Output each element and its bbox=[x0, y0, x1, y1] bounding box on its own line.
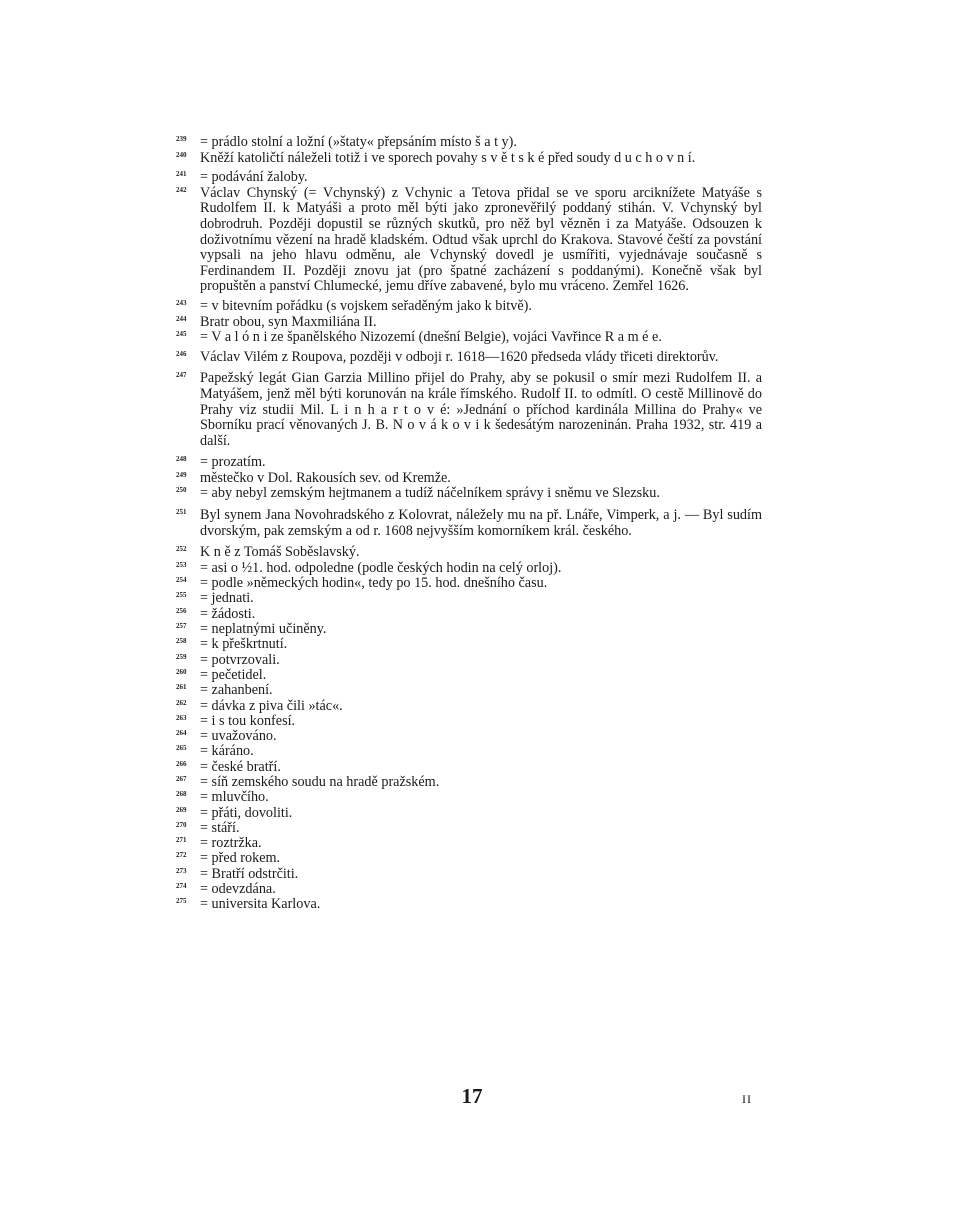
footnote bbox=[176, 851, 762, 866]
footnote-text: Papežský legát Gian Garzia Millino přijel do Prahy, aby se pokusil o smír mezi Rudolfem II. a Matyášem, jenž měl býti korunován na krále římského. Rudolf II. to odmítl. O cestě Millinově do Prahy viz studii Mil. L i n h a r t o v é: »Jednání o příchod kardinála Millina do Prahy« ve Sborníku prací věnovaných J. B. N o v á k o v i k šedesátým narozeninán. Praha 1932, str. 419 a další. bbox=[200, 370, 762, 449]
footnote bbox=[176, 486, 762, 502]
footnote-number: 267 bbox=[176, 775, 187, 783]
footnote-text: K n ě z Tomáš Soběslavský. bbox=[200, 544, 360, 561]
footnote-text: Byl synem Jana Novohradského z Kolovrat, náležely mu na př. Lnáře, Vimperk, a j. — Byl sudím dvorským, pak zemským a od r. 1608 nejvyšším komorníkem král. českého. bbox=[200, 507, 762, 539]
footnote-number: 256 bbox=[176, 606, 187, 615]
footnote-text: = české bratří. bbox=[200, 758, 281, 775]
footnote-text: = i s tou konfesí. bbox=[200, 712, 296, 729]
footnote bbox=[176, 561, 762, 576]
footnote bbox=[176, 744, 762, 759]
footnote-number: 270 bbox=[176, 820, 187, 829]
footnote bbox=[176, 186, 762, 295]
footnote-text: městečko v Dol. Rakousích sev. od Kremže. bbox=[200, 469, 451, 486]
footnote-number: 248 bbox=[176, 455, 187, 464]
footnote-number: 242 bbox=[176, 185, 187, 194]
footnote-text: Kněží katoličtí náleželi totiž i ve sporech povahy s v ě t s k é před soudy d u c h o v n í. bbox=[200, 149, 696, 166]
footnote bbox=[176, 790, 762, 805]
footnote bbox=[176, 714, 762, 729]
footnote-text: = V a l ó n i ze španělského Nizozemí (dnešní Belgie), vojáci Vavřince R a m é e. bbox=[200, 329, 662, 346]
footnote-number: 239 bbox=[176, 135, 187, 143]
footnote-number: 264 bbox=[176, 729, 187, 738]
footnote-number: 268 bbox=[176, 790, 187, 799]
footnote bbox=[176, 836, 762, 851]
footnote-number: 252 bbox=[176, 545, 187, 554]
footnote bbox=[176, 897, 762, 912]
footnote bbox=[176, 867, 762, 882]
footnote-text: = neplatnými učiněny. bbox=[200, 621, 327, 638]
footnote-text: = podávání žaloby. bbox=[200, 169, 308, 186]
footnote-text: = žádosti. bbox=[200, 605, 256, 622]
footnote-number: 249 bbox=[176, 470, 187, 479]
footnote bbox=[176, 653, 762, 668]
footnote-text: = aby nebyl zemským hejtmanem a tudíž náčelníkem správy i sněmu ve Slezsku. bbox=[200, 485, 660, 502]
footnote bbox=[176, 508, 762, 539]
footnote-number: 260 bbox=[176, 667, 187, 676]
footnote bbox=[176, 882, 762, 897]
footnote-number: 262 bbox=[176, 698, 187, 707]
footnote bbox=[176, 471, 762, 487]
footnote bbox=[176, 775, 762, 790]
footnote-text: = pečetidel. bbox=[200, 666, 267, 683]
footnote-text: Bratr obou, syn Maxmiliána II. bbox=[200, 313, 377, 330]
footnote bbox=[176, 135, 762, 151]
footnote bbox=[176, 455, 762, 471]
footnote-number: 272 bbox=[176, 851, 187, 860]
footnote bbox=[176, 315, 762, 331]
footnote bbox=[176, 371, 762, 449]
footnote bbox=[176, 821, 762, 836]
footnote-number: 247 bbox=[176, 371, 187, 380]
footnotes-list bbox=[176, 135, 762, 913]
footnote-number: 257 bbox=[176, 622, 187, 631]
footnote-text: = universita Karlova. bbox=[200, 896, 321, 913]
footnote-number: 254 bbox=[176, 576, 187, 585]
footnote-text: = stáří. bbox=[200, 819, 240, 836]
footnote-number: 258 bbox=[176, 637, 187, 646]
footnote-text: = roztržka. bbox=[200, 835, 262, 852]
footnote-text: = síň zemského soudu na hradě pražském. bbox=[200, 774, 440, 790]
page-number: 17 bbox=[461, 1084, 483, 1108]
footnote-text: = v bitevním pořádku (s vojskem seřaděným jako k bitvě). bbox=[200, 297, 532, 314]
footnote-number: 240 bbox=[176, 150, 187, 159]
footnote bbox=[176, 729, 762, 744]
signature-mark: II bbox=[742, 1092, 752, 1106]
footnote-text: Václav Chynský (= Vchynský) z Vchynic a Tetova přidal se ve sporu arciknížete Matyáše s Rudolfem II. k Matyáši a proto měl býti jako zpronevěřilý poddaný stihán. V. Vchynský byl dobrodruh. Později dopustil se různých skutků, pro něž byl vězněn i za Matyáše. Odsouzen k doživotnímu vězení na hradě kladském. Odtud však uprchl do Krakova. Stavové čeští za povstání vypsali na jeho hlavu odměnu, ale Vchynský dovedl je usmířiti, vyjednávaje současně s Ferdinandem II. Později znovu jat (pro špatné zacházení s poddanými). Konečně však byl propuštěn a panství Chlumecké, jemu dříve zabavené, bylo mu vráceno. Zemřel 1626. bbox=[200, 184, 762, 295]
footnote-text: Václav Vilém z Roupova, později v odboji r. 1618—1620 předseda vlády třiceti direktorův. bbox=[200, 348, 719, 365]
footnote-text: = odevzdána. bbox=[200, 881, 276, 898]
footnote bbox=[176, 760, 762, 775]
footnote-number: 266 bbox=[176, 759, 187, 768]
footnote bbox=[176, 806, 762, 821]
footnote-number: 275 bbox=[176, 897, 187, 906]
footnote-number: 265 bbox=[176, 744, 187, 753]
footnote-text: = prozatím. bbox=[200, 454, 266, 471]
footnote-text: = jednati. bbox=[200, 590, 254, 607]
footnote-number: 274 bbox=[176, 882, 187, 891]
footnote bbox=[176, 683, 762, 698]
footnote bbox=[176, 151, 762, 167]
footnote bbox=[176, 170, 762, 186]
footnote-number: 253 bbox=[176, 560, 187, 569]
footnote-text: = uvažováno. bbox=[200, 728, 277, 745]
footnote-text: = podle »německých hodin«, tedy po 15. hod. dnešního času. bbox=[200, 575, 548, 592]
footnote-number: 244 bbox=[176, 314, 187, 323]
footnote-number: 271 bbox=[176, 836, 187, 845]
footnote-number: 243 bbox=[176, 298, 187, 307]
footnote-number: 263 bbox=[176, 713, 187, 722]
footnote-number: 259 bbox=[176, 652, 187, 661]
footnote-number: 250 bbox=[176, 486, 187, 495]
footnote-text: = káráno. bbox=[200, 743, 254, 760]
footnote bbox=[176, 299, 762, 315]
footnote-number: 269 bbox=[176, 805, 187, 814]
footnote bbox=[176, 330, 762, 346]
footnote bbox=[176, 591, 762, 606]
footnote-text: = přáti, dovoliti. bbox=[200, 804, 293, 821]
footnote-number: 251 bbox=[176, 508, 187, 517]
footnote-text: = před rokem. bbox=[200, 850, 281, 867]
footnote bbox=[176, 622, 762, 637]
footnote-text: = asi o ½1. hod. odpoledne (podle českých hodin na celý orloj). bbox=[200, 559, 562, 576]
footnote-number: 246 bbox=[176, 349, 187, 358]
footnote-number: 273 bbox=[176, 866, 187, 875]
footnote bbox=[176, 699, 762, 714]
footnote-text: = dávka z piva čili »tác«. bbox=[200, 697, 343, 714]
footnote-text: = zahanbení. bbox=[200, 682, 273, 699]
footnote-number: 241 bbox=[176, 170, 187, 179]
footnote bbox=[176, 576, 762, 591]
footnote-number: 261 bbox=[176, 683, 187, 692]
footnote-text: = prádlo stolní a ložní (»štaty« přepsáním místo š a t y). bbox=[200, 134, 517, 150]
footnote-text: = k přeškrtnutí. bbox=[200, 636, 288, 653]
footnote bbox=[176, 350, 762, 366]
footnote-text: = mluvčího. bbox=[200, 789, 269, 806]
footnote bbox=[176, 545, 762, 561]
footnote bbox=[176, 668, 762, 683]
footnote-number: 245 bbox=[176, 330, 187, 339]
footnote-number: 255 bbox=[176, 591, 187, 600]
footnote-text: = potvrzovali. bbox=[200, 651, 280, 668]
footnote bbox=[176, 607, 762, 622]
footnote-text: = Bratří odstrčiti. bbox=[200, 865, 299, 882]
footnote bbox=[176, 637, 762, 652]
